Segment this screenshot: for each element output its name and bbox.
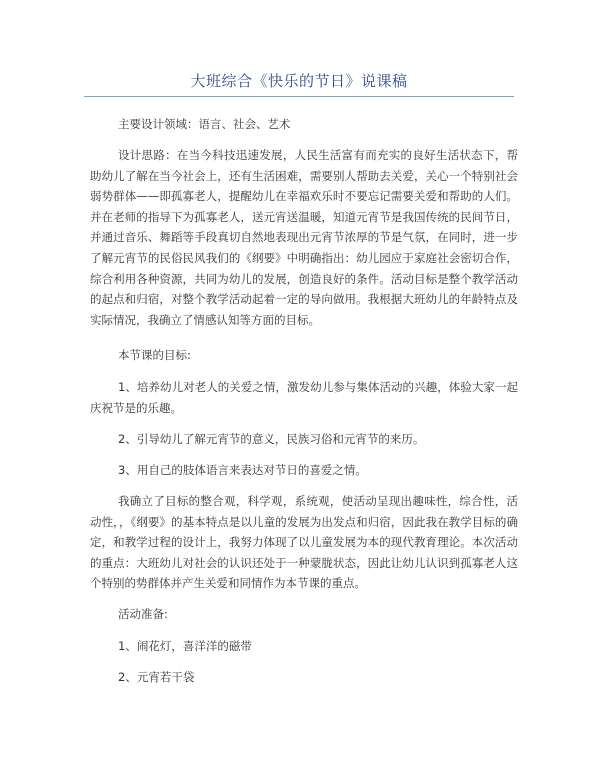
goal-item-1: 1、培养幼儿对老人的关爱之情，激发幼儿参与集体活动的兴趣，体验大家一起庆祝节是的乐趣。 xyxy=(90,380,518,415)
document-title: 大班综合《快乐的节日》说课稿 xyxy=(190,72,408,90)
goals-analysis-paragraph: 我确立了目标的整合观，科学观，系统观，使活动呈现出趣味性，综合性，活动性，，《纲要》的基本特点是以儿童的发展为出发点和归宿，因此我在教学目标的确定，和教学过程的设计上，我努力体现了以儿童发展为本的现代教育理论。本次活动的重点：大班幼儿对社会的认识还处于一种蒙胧状态，因此让幼儿认识到孤寡老人这个特别的势群体并产生关爱和同情作为本节课的重点。 xyxy=(90,494,518,591)
prep-item-2: 2、元宵若干袋 xyxy=(118,670,195,684)
goal-item-3: 3、用自己的肢体语言来表达对节日的喜爱之情。 xyxy=(118,463,367,477)
goal-item-2: 2、引导幼儿了解元宵节的意义，民族习俗和元宵节的来历。 xyxy=(118,432,425,446)
design-thinking-paragraph: 设计思路：在当今科技迅速发展，人民生活富有而充实的良好生活状态下，帮助幼儿了解在当今社会上，还有生活困难，需要别人帮助去关爱，关心一个特别社会弱势群体——即孤寡老人，提醒幼儿在幸福欢乐时不要忘记需要关爱和帮助的人们。并在老师的指导下为孤寡老人，送元宵送温暖，知道元宵节是我国传统的民间节日，并通过音乐、舞蹈等手段真切自然地表现出元宵节浓厚的节是气氛，在同时，进一步了解元宵节的民俗民风我们的《纲要》中明确指出：幼儿园应于家庭社会密切合作，综合利用各种资源，共同为幼儿的发展，创造良好的条件。活动目标是整个教学活动的起点和归宿，对整个教学活动起着一定的导向做用。我根据大班幼儿的年龄特点及实际情况，我确立了情感认知等方面的目标。 xyxy=(90,148,518,327)
goals-heading: 本节课的目标: xyxy=(118,348,191,362)
prep-heading: 活动准备: xyxy=(118,607,168,621)
design-domain-line: 主要设计领域：语言、社会、艺术 xyxy=(118,117,291,131)
prep-item-1: 1、闹花灯，喜洋洋的磁带 xyxy=(118,639,252,653)
title-divider xyxy=(84,96,514,97)
